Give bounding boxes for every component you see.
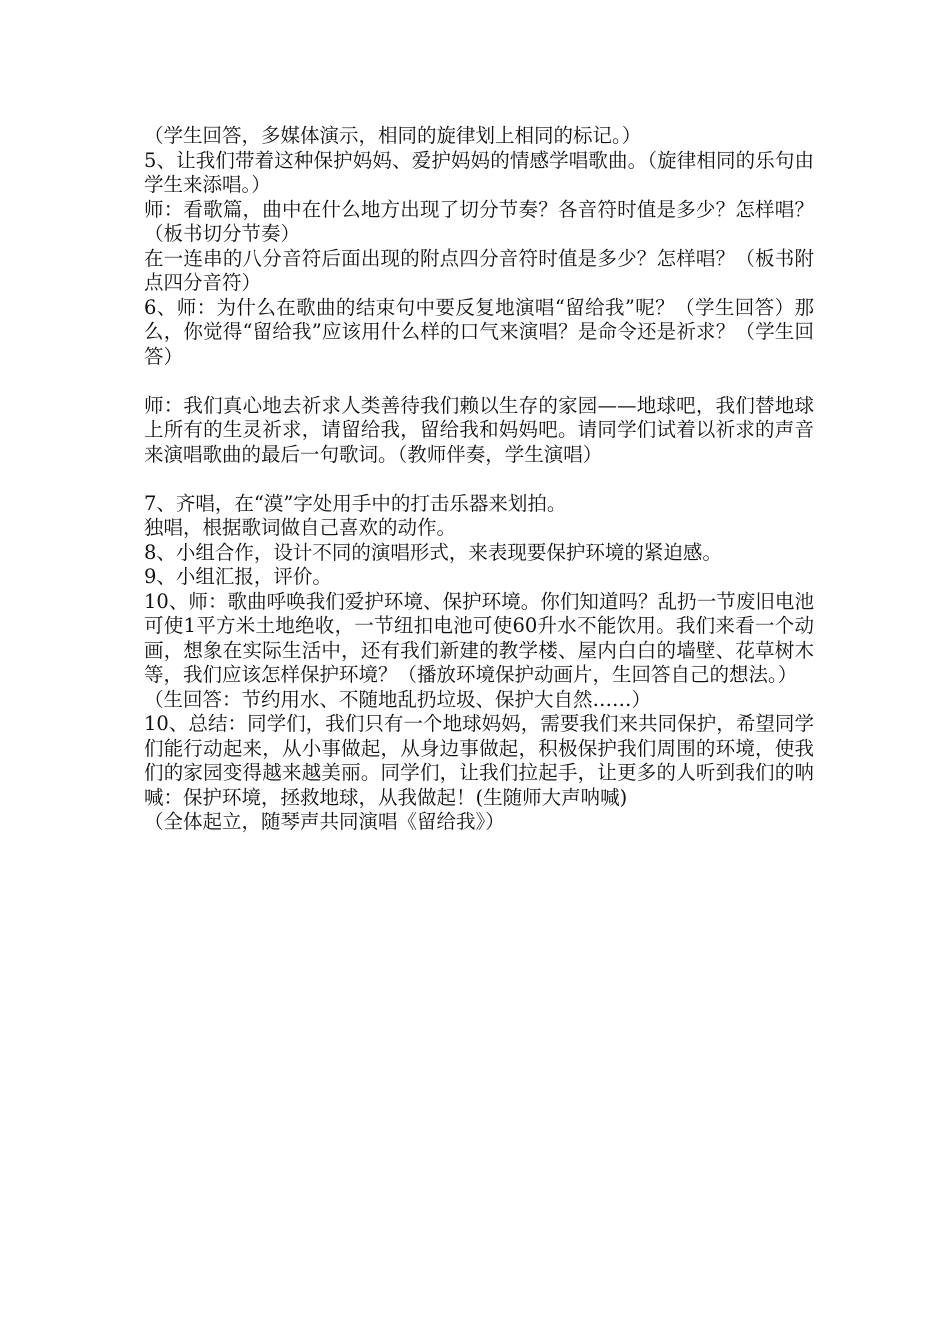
paragraph-step-8: 8、小组合作，设计不同的演唱形式，来表现要保护环境的紧迫感。 [144, 540, 722, 564]
paragraph-summary: 10、总结：同学们，我们只有一个地球妈妈，需要我们来共同保护，希望同学们能行动起来，从小事做起，从身边事做起，积极保护我们周围的环境，使我们的家园变得越来越美丽。同学们，让我们拉起手，让更多的人听到我们的呐喊：保护环境，拯救地球，从我做起！(生随师大声呐喊) [144, 712, 814, 809]
blank-line [144, 369, 814, 394]
paragraph-syncopation: 师：看歌篇，曲中在什么地方出现了切分节奏？各音符时值是多少？怎样唱？（板书切分节奏） [144, 197, 814, 245]
paragraph-teacher-earth: 师：我们真心地去祈求人类善待我们赖以生存的家园——地球吧，我们替地球上所有的生灵祈求，请留给我，留给我和妈妈吧。请同学们试着以祈求的声音来演唱歌曲的最后一句歌词。（教师伴奏，学生演唱） [144, 393, 814, 466]
paragraph-dotted-quarter: 在一连串的八分音符后面出现的附点四分音符时值是多少？怎样唱？（板书附点四分音符） [144, 246, 814, 294]
paragraph-closing: （全体起立，随琴声共同演唱《留给我》） [144, 810, 505, 833]
paragraph-step-9: 9、小组汇报，评价。 [144, 565, 332, 588]
blank-line [144, 467, 814, 492]
paragraph-step-5: 5、让我们带着这种保护妈妈、爱护妈妈的情感学唱歌曲。（旋律相同的乐句由学生来添唱。） [144, 148, 814, 196]
paragraph-student-reply: （生回答：节约用水、不随地乱扔垃圾、保护大自然……） [144, 687, 652, 711]
document-body [144, 124, 814, 835]
paragraph-step-6: 6、师：为什么在歌曲的结束句中要反复地演唱“留给我”呢？（学生回答）那么，你觉得“留给我”应该用什么样的口气来演唱？是命令还是祈求？（学生回答） [144, 295, 814, 368]
paragraph-student-answer: （学生回答，多媒体演示，相同的旋律划上相同的标记。） [144, 124, 642, 147]
paragraph-step-10-teacher: 10、师：歌曲呼唤我们爱护环境、保护环境。你们知道吗？乱扔一节废旧电池可使1平方米土地绝收，一节纽扣电池可使60升水不能饮用。我们来看一个动画，想象在实际生活中，还有我们新建的教学楼、屋内白白的墙壁、花草树木等，我们应该怎样保护环境？（播放环境保护动画片，生回答自己的想法。） [144, 589, 814, 686]
paragraph-step-7: 7、齐唱，在“漠”字处用手中的打击乐器来划拍。 [144, 491, 567, 515]
paragraph-solo: 独唱，根据歌词做自己喜欢的动作。 [144, 516, 457, 539]
